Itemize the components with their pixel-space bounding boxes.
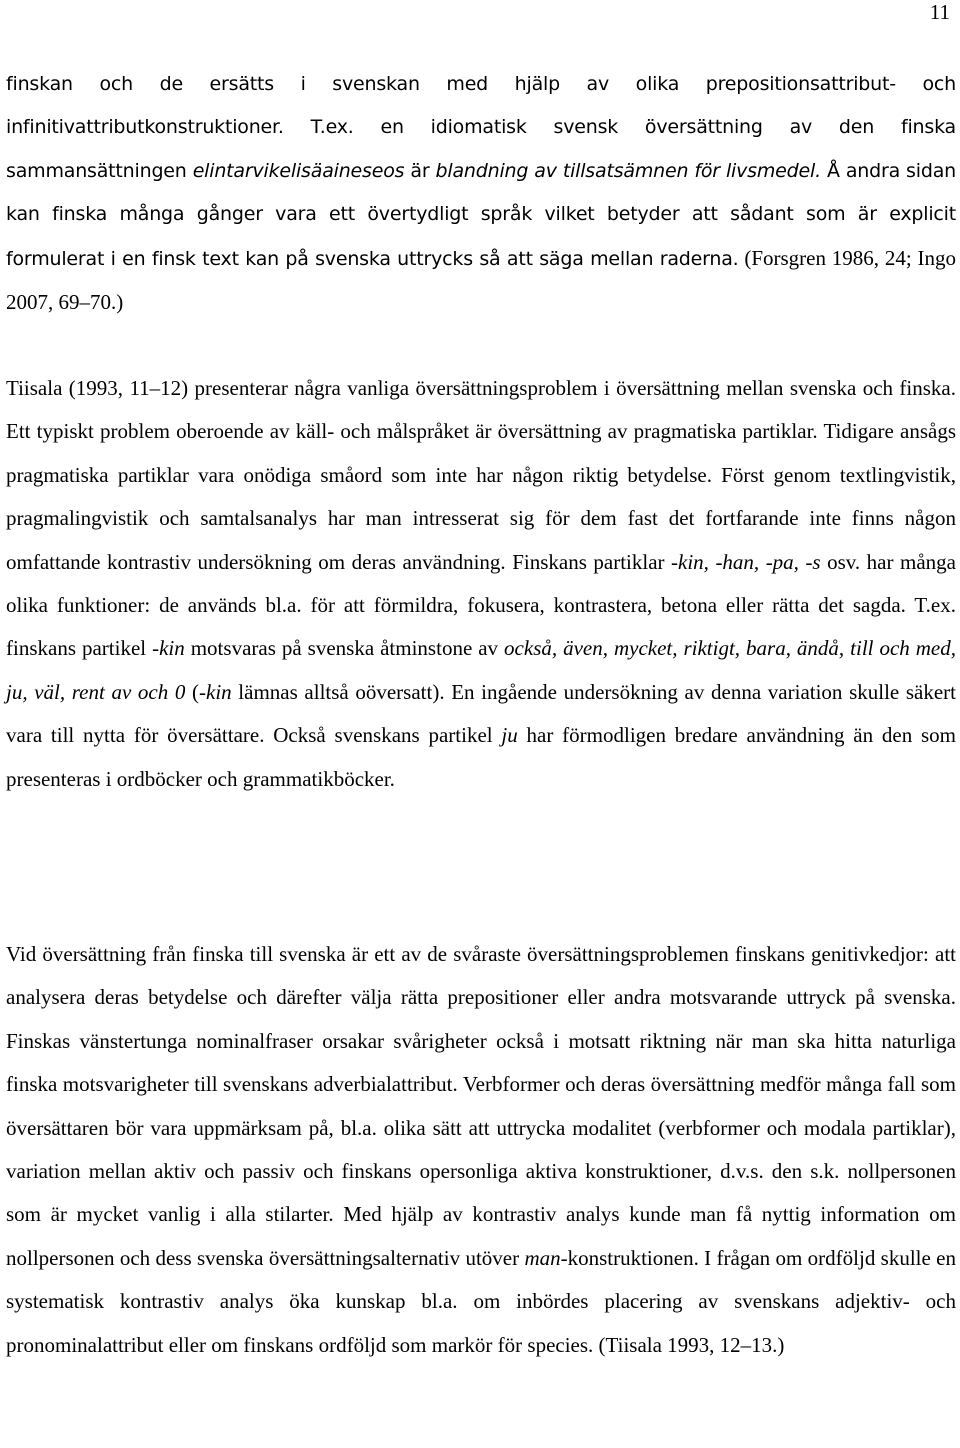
italic-term: elintarvikelisäaineseos	[192, 159, 405, 182]
italic-term: -kin	[199, 679, 232, 704]
italic-term: man	[524, 1245, 561, 1270]
italic-term: blandning av tillsatsämnen för livsmedel.	[435, 159, 821, 182]
paragraph-text: motsvaras på svenska åtminstone av	[184, 636, 505, 661]
paragraph-text: Å andra sidan kan finska många gånger vara ett övertydligt språk vilket betyder att sådant som är explicit formulerat i en finsk text kan på svenska uttrycks så att säga mellan raderna.	[6, 159, 956, 270]
paragraph-text: osv. har många olika funktioner: de används bl.a. för att förmildra, fokusera, kontrastera, betona eller rätta det sagda. T.ex. finskans partikel	[6, 549, 956, 661]
paragraph-text: finskan och de ersätts i svenskan med hjälp av olika prepositionsattribut- och infinitivattributkonstruktioner. T.ex. en idiomatisk svensk översättning av den finska sammansättningen	[6, 73, 956, 182]
paragraph-text: lämnas alltså oöversatt). En ingående undersökning av denna variation skulle säkert vara till nytta för översättare. Också svenskans partikel	[6, 679, 957, 748]
citation: (Forsgren 1986, 24; Ingo 2007, 69–70.)	[6, 245, 956, 315]
paragraph-1	[6, 63, 956, 325]
italic-term: ju	[501, 723, 518, 748]
paragraph-2	[6, 367, 956, 801]
page-number: 11	[929, 0, 950, 24]
paragraph-text: Vid översättning från finska till svenska är ett av de svåraste översättningsproblemen finskans genitivkedjor: att analysera deras betydelse och därefter välja rätta prepositioner eller andra motsvarande uttryck på svenska. Finskas vänstertunga nominalfraser orsakar svårigheter också i motsatt riktning när man ska hitta naturliga finska motsvarigheter till svenskans adverbialattribut. Verbformer och deras översättning medför många fall som översättaren bör vara uppmärksam på, bl.a. olika sätt att uttrycka modalitet (verbformer och modala partiklar), variation mellan aktiv och passiv och finskans opersonliga aktiva konstruktioner, d.v.s. den s.k. nollpersonen som är mycket vanlig i alla stilarter. Med hjälp av kontrastiv analys kunde man få nyttig information om nollpersonen och dess svenska översättningsalternativ utöver	[6, 942, 956, 1270]
paragraph-text: har förmodligen bredare användning än den som presenteras i ordböcker och grammatikböcker.	[6, 723, 956, 791]
italic-term: -kin, -han, -pa, -s	[671, 549, 821, 574]
italic-term: -kin	[152, 636, 185, 661]
paragraph-text: Tiisala (1993, 11–12) presenterar några vanliga översättningsproblem i översättning mellan svenska och finska. Ett typiskt problem oberoende av käll- och målspråket är översättning av pragmatiska partiklar. Tidigare ansågs pragmatiska partiklar vara onödiga småord som inte har någon riktig betydelse. Först genom textlingvistik, pragmalingvistik och samtalsanalys har man intresserat sig för dem fast det fortfarande inte finns någon omfattande kontrastiv undersökning om deras användning. Finskans partiklar	[6, 376, 956, 574]
paragraph-3	[6, 933, 956, 1367]
italic-term: också, även, mycket, riktigt, bara, ändå, till och med, ju, väl, rent av och 0	[6, 636, 956, 704]
paragraph-text: (	[185, 679, 199, 704]
paragraph-text: -konstruktionen. I frågan om ordföljd skulle en systematisk kontrastiv analys öka kunskap bl.a. om inbördes placering av svenskans adjektiv- och pronominalattribut eller om finskans ordföljd som markör för species. (Tiisala 1993, 12–13.)	[6, 1245, 956, 1357]
paragraph-text: är	[404, 159, 436, 182]
